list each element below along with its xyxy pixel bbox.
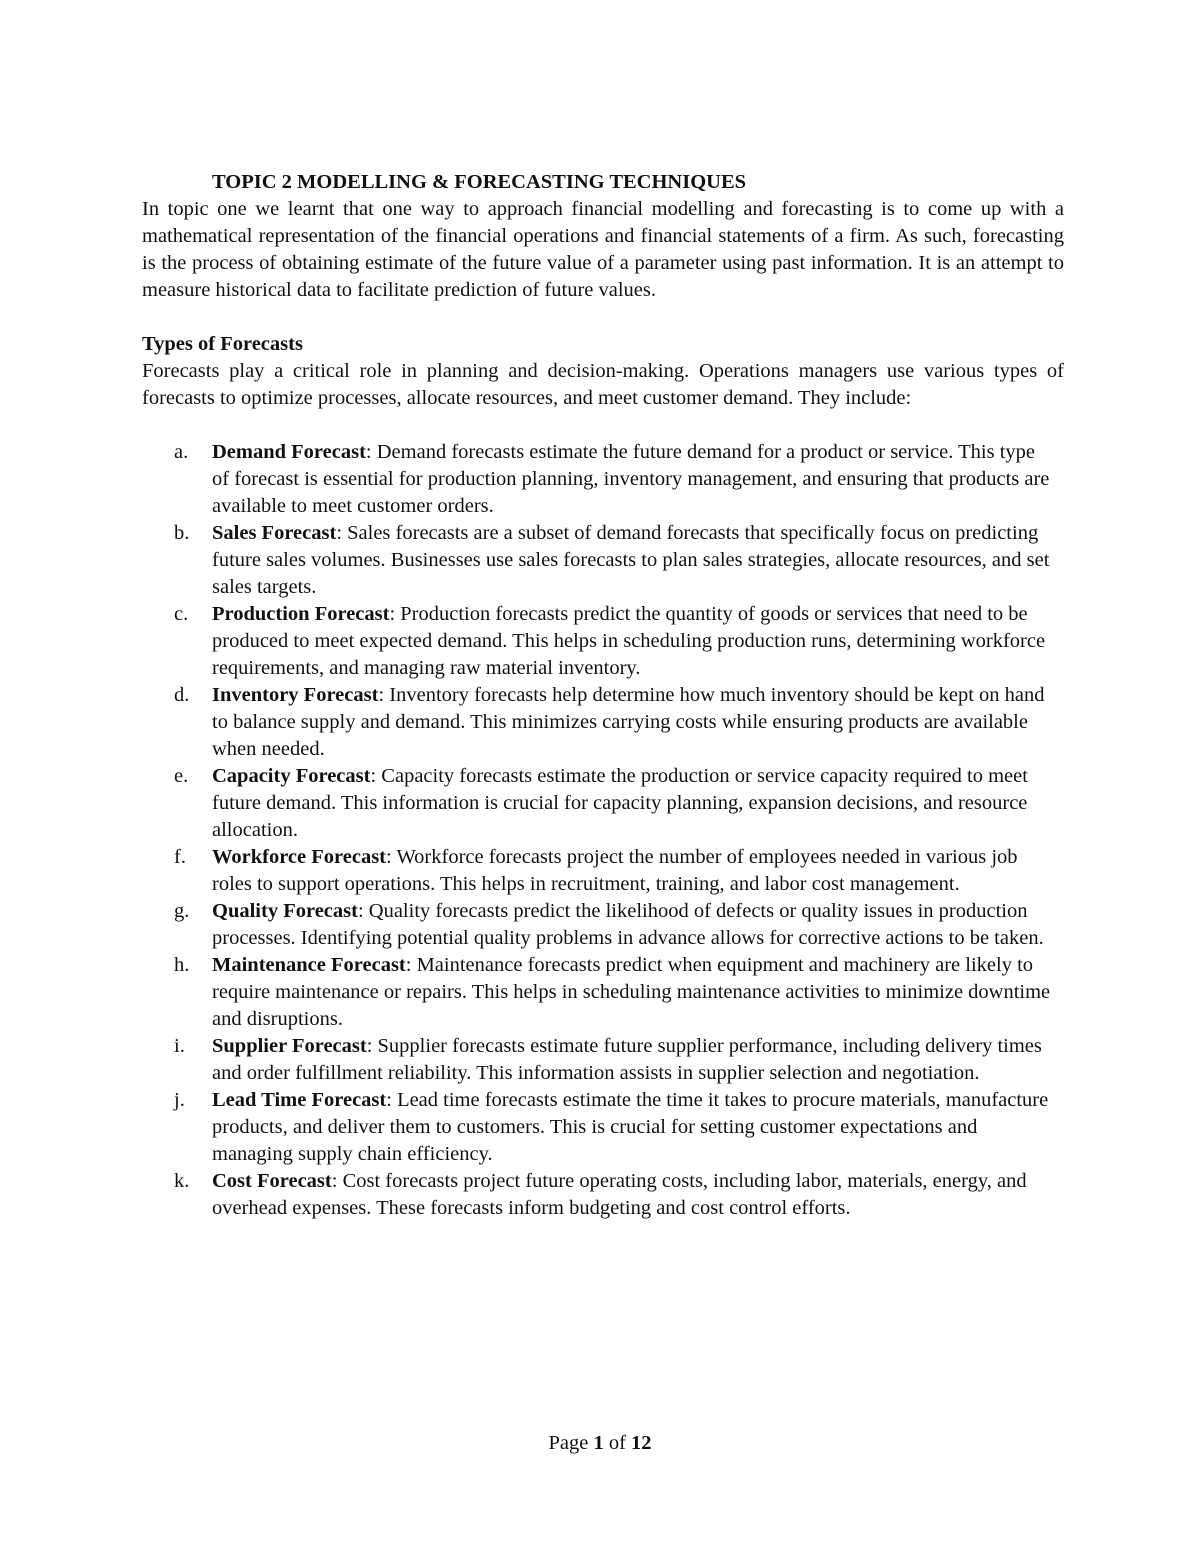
section-intro-paragraph: Forecasts play a critical role in planning and decision-making. Operations managers use various types of forecasts to optimize processes, allocate resources, and meet customer demand. They include: bbox=[142, 360, 1064, 409]
list-marker: b. bbox=[174, 522, 190, 544]
of-word: of bbox=[608, 1432, 626, 1454]
list-item-term: Workforce Forecast bbox=[212, 846, 386, 868]
list-item: c. Production Forecast: Production forecasts predict the quantity of goods or services that need to be produced to meet expected demand. This helps in scheduling production runs, determining workforce requirements, and managing raw material inventory. bbox=[174, 603, 1046, 679]
list-item-term: Cost Forecast bbox=[212, 1170, 332, 1192]
list-marker: f. bbox=[174, 846, 186, 868]
list-item: d. Inventory Forecast: Inventory forecasts help determine how much inventory should be kept on hand to balance supply and demand. This minimizes carrying costs while ensuring products are available when needed. bbox=[174, 684, 1045, 760]
list-marker: g. bbox=[174, 900, 190, 922]
list-item-text: Workforce forecasts project the number of employees needed in various job roles to support operations. This helps in recruitment, training, and labor cost management. bbox=[212, 846, 1018, 895]
list-item-term: Supplier Forecast bbox=[212, 1035, 367, 1057]
list-item-term: Sales Forecast bbox=[212, 522, 337, 544]
document-title: TOPIC 2 MODELLING & FORECASTING TECHNIQUES bbox=[212, 171, 747, 193]
list-marker: d. bbox=[174, 684, 190, 706]
section-heading: Types of Forecasts bbox=[142, 333, 303, 355]
intro-paragraph: In topic one we learnt that one way to approach financial modelling and forecasting is to come up with a mathematical representation of the financial operations and financial statements of a firm. As such, forecasting is the process of obtaining estimate of the future value of a parameter using past information. It is an attempt to measure historical data to facilitate prediction of future values. bbox=[142, 198, 1064, 301]
list-item-text: Quality forecasts predict the likelihood of defects or quality issues in production processes. Identifying potential quality problems in advance allows for corrective actions to be taken. bbox=[212, 900, 1044, 949]
list-item: h. Maintenance Forecast: Maintenance forecasts predict when equipment and machinery are likely to require maintenance or repairs. This helps in scheduling maintenance activities to minimize downtime and disruptions. bbox=[174, 954, 1051, 1030]
list-marker: a. bbox=[174, 441, 189, 463]
list-item-term: Capacity Forecast bbox=[212, 765, 371, 787]
list-item-text: Sales forecasts are a subset of demand forecasts that specifically focus on predicting future sales volumes. Businesses use sales forecasts to plan sales strategies, allocate resources, and set sales targets. bbox=[212, 522, 1050, 598]
list-item-term: Lead Time Forecast bbox=[212, 1089, 387, 1111]
list-marker: h. bbox=[174, 954, 190, 976]
list-item-term: Inventory Forecast bbox=[212, 684, 379, 706]
list-item-text: Cost forecasts project future operating costs, including labor, materials, energy, and overhead expenses. These forecasts inform budgeting and cost control efforts. bbox=[212, 1170, 1027, 1219]
list-item-term: Production Forecast bbox=[212, 603, 390, 625]
list-item: f. Workforce Forecast: Workforce forecasts project the number of employees needed in various job roles to support operations. This helps in recruitment, training, and labor cost management. bbox=[174, 846, 1018, 895]
list-item-text: Supplier forecasts estimate future supplier performance, including delivery times and order fulfillment reliability. This information assists in supplier selection and negotiation. bbox=[212, 1035, 1042, 1084]
list-item-text: Maintenance forecasts predict when equipment and machinery are likely to require maintenance or repairs. This helps in scheduling maintenance activities to minimize downtime and disruptions. bbox=[212, 954, 1051, 1030]
list-marker: c. bbox=[174, 603, 189, 625]
page-total: 12 bbox=[631, 1432, 652, 1454]
list-item-term: Maintenance Forecast bbox=[212, 954, 406, 976]
list-item-term: Demand Forecast bbox=[212, 441, 366, 463]
list-item-text: Capacity forecasts estimate the production or service capacity required to meet future demand. This information is crucial for capacity planning, expansion decisions, and resource allocation. bbox=[212, 765, 1028, 841]
document-page bbox=[142, 168, 1064, 1222]
page-number: 1 bbox=[593, 1432, 604, 1454]
list-item-text: Inventory forecasts help determine how much inventory should be kept on hand to balance supply and demand. This minimizes carrying costs while ensuring products are available when needed. bbox=[212, 684, 1045, 760]
list-item: b. Sales Forecast: Sales forecasts are a subset of demand forecasts that specifically focus on predicting future sales volumes. Businesses use sales forecasts to plan sales strategies, allocate resources, and set sales targets. bbox=[174, 522, 1050, 598]
list-item-term: Quality Forecast bbox=[212, 900, 358, 922]
list-item-text: Demand forecasts estimate the future demand for a product or service. This type of forecast is essential for production planning, inventory management, and ensuring that products are available to meet customer orders. bbox=[212, 441, 1050, 517]
list-item: i. Supplier Forecast: Supplier forecasts estimate future supplier performance, including delivery times and order fulfillment reliability. This information assists in supplier selection and negotiation. bbox=[174, 1035, 1042, 1084]
list-marker: e. bbox=[174, 765, 189, 787]
list-marker: i. bbox=[174, 1035, 185, 1057]
list-item: a. Demand Forecast: Demand forecasts estimate the future demand for a product or service. This type of forecast is essential for production planning, inventory management, and ensuring that products are available to meet customer orders. bbox=[174, 441, 1050, 517]
page-word: Page bbox=[548, 1432, 589, 1454]
list-item: k. Cost Forecast: Cost forecasts project future operating costs, including labor, materials, energy, and overhead expenses. These forecasts inform budgeting and cost control efforts. bbox=[174, 1170, 1027, 1219]
list-item: g. Quality Forecast: Quality forecasts predict the likelihood of defects or quality issues in production processes. Identifying potential quality problems in advance allows for corrective actions to be taken. bbox=[174, 900, 1044, 949]
list-item: e. Capacity Forecast: Capacity forecasts estimate the production or service capacity required to meet future demand. This information is crucial for capacity planning, expansion decisions, and resource allocation. bbox=[174, 765, 1028, 841]
list-item: j. Lead Time Forecast: Lead time forecasts estimate the time it takes to procure materials, manufacture products, and deliver them to customers. This is crucial for setting customer expectations and managing supply chain efficiency. bbox=[174, 1089, 1049, 1165]
forecast-types-list bbox=[142, 439, 1064, 1222]
page-footer bbox=[0, 1430, 1200, 1457]
list-marker: j. bbox=[174, 1089, 185, 1111]
list-item-text: Lead time forecasts estimate the time it takes to procure materials, manufacture products, and deliver them to customers. This is crucial for setting customer expectations and managing supply chain efficiency. bbox=[212, 1089, 1049, 1165]
list-item-text: Production forecasts predict the quantity of goods or services that need to be produced to meet expected demand. This helps in scheduling production runs, determining workforce requirements, and managing raw material inventory. bbox=[212, 603, 1046, 679]
list-marker: k. bbox=[174, 1170, 190, 1192]
